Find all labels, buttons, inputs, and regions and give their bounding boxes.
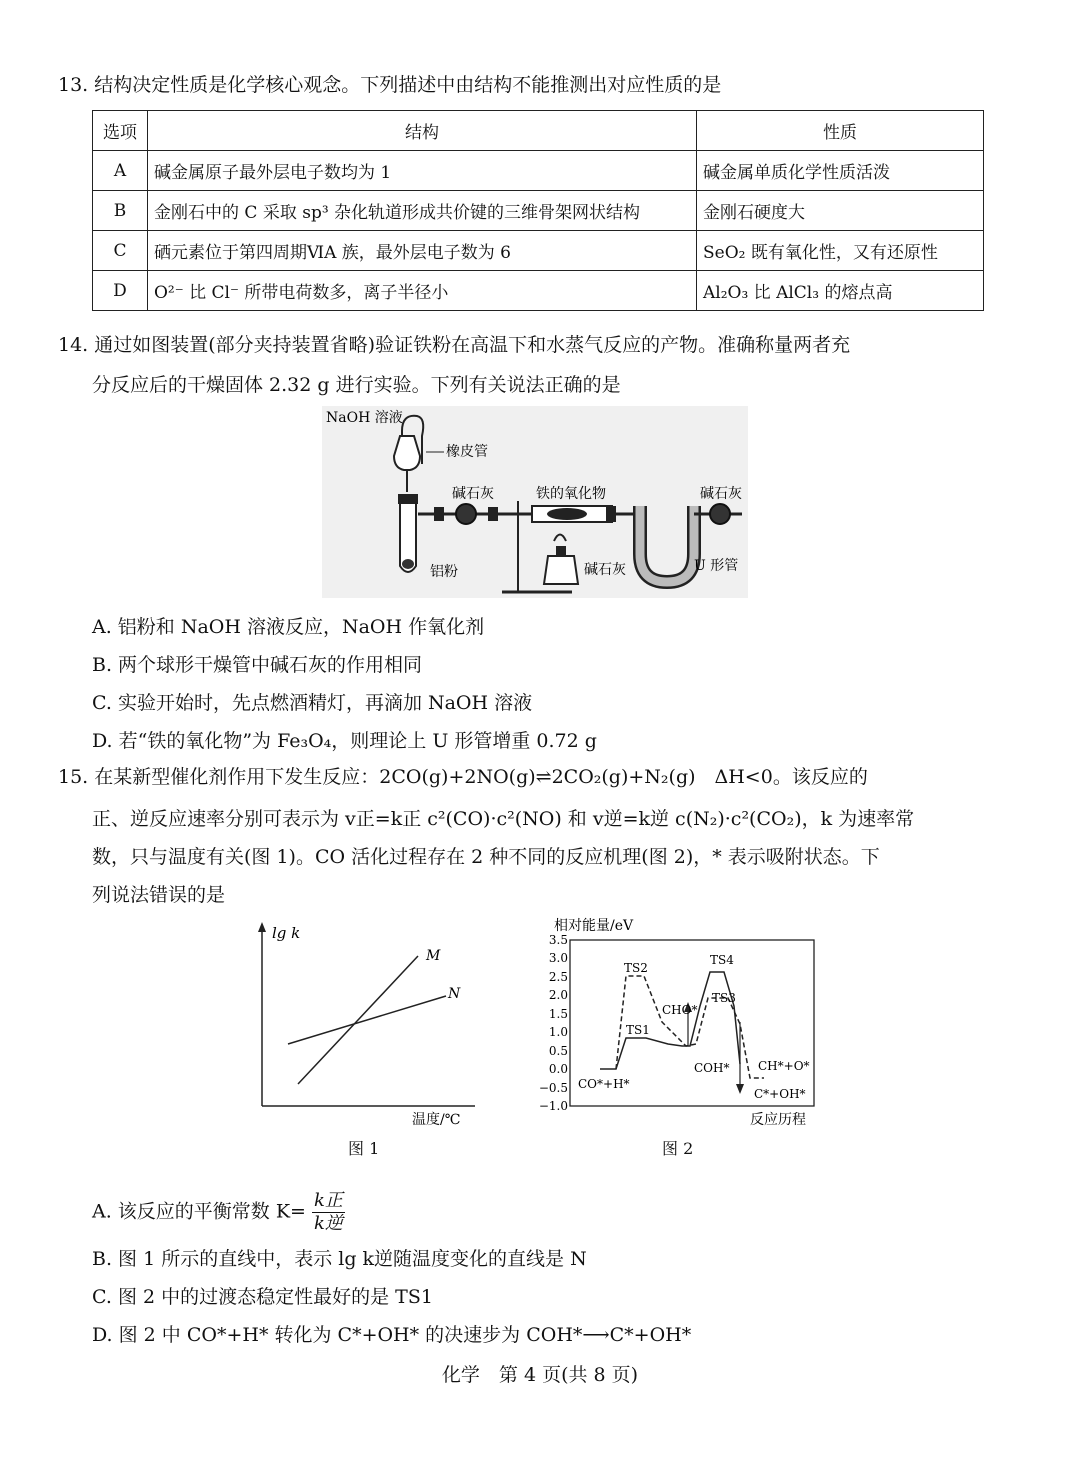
row-structure: O²⁻ 比 Cl⁻ 所带电荷数多，离子半径小 <box>148 271 697 311</box>
fig2-ytick: 1.5 <box>548 1007 568 1021</box>
fig1-ylabel: lg k <box>272 924 301 942</box>
fig1-label-n: N <box>448 986 461 1002</box>
label-lime-2: 碱石灰 <box>700 486 742 502</box>
fig2-ytick: 2.5 <box>548 970 568 984</box>
table-row <box>93 151 984 191</box>
q15-stem-line4: 列说法错误的是 <box>92 884 226 906</box>
fig2-co-h: CO*+H* <box>578 1077 630 1091</box>
fig2-xlabel: 反应历程 <box>750 1112 806 1128</box>
header-option: 选项 <box>93 111 148 151</box>
row-option: C <box>93 231 148 271</box>
label-lime-1: 碱石灰 <box>452 486 494 502</box>
row-property: SeO₂ 既有氧化性，又有还原性 <box>697 231 984 271</box>
table-row <box>93 191 984 231</box>
q15-stem-line3: 数，只与温度有关(图 1)。CO 活化过程存在 2 种不同的反应机理(图 2)，* 表示吸附状态。下 <box>92 846 880 868</box>
table-row <box>93 271 984 311</box>
fig2-cho: CHO* <box>662 1003 698 1017</box>
fig2-caption: 图 2 <box>662 1139 694 1158</box>
q15-option-a-text: A. 该反应的平衡常数 K= <box>92 1200 306 1223</box>
apparatus-figure <box>322 406 748 598</box>
header-structure: 结构 <box>148 111 697 151</box>
row-option: A <box>93 151 148 191</box>
fig1-line-m <box>298 956 418 1084</box>
q15-option-d: D. 图 2 中 CO*+H* 转化为 C*+OH* 的决速步为 COH*⟶C*+OH* <box>92 1324 692 1346</box>
fig2-ts2: TS2 <box>624 961 648 975</box>
fig2-ytick: 0.5 <box>548 1044 568 1058</box>
fig2-ytick: 0.0 <box>548 1062 568 1076</box>
q15-option-a <box>92 1190 345 1235</box>
q14-stem-line1: 14. 通过如图装置(部分夹持装置省略)验证铁粉在高温下和水蒸气反应的产物。准确称量两者充 <box>58 334 851 356</box>
fig2-ylabel: 相对能量/eV <box>554 918 634 934</box>
q15-option-b: B. 图 1 所示的直线中，表示 lg k逆随温度变化的直线是 N <box>92 1248 587 1270</box>
fig2-ytick: 1.0 <box>548 1025 568 1039</box>
fig2-ytick: 3.5 <box>548 933 568 947</box>
q15-stem-line1: 15. 在某新型催化剂作用下发生反应：2CO(g)+2NO(g)⇌2CO₂(g)+N₂(g) ΔH<0。该反应的 <box>58 766 868 788</box>
fig2-c-oh: C*+OH* <box>754 1087 806 1101</box>
row-property: Al₂O₃ 比 AlCl₃ 的熔点高 <box>697 271 984 311</box>
fraction-numerator: k正 <box>314 1190 343 1211</box>
fig1-xlabel: 温度/℃ <box>412 1112 461 1128</box>
q14-option-c: C. 实验开始时，先点燃酒精灯，再滴加 NaOH 溶液 <box>92 692 533 714</box>
figure-2 <box>528 914 828 1130</box>
page-footer: 化学 第 4 页(共 8 页) <box>441 1364 639 1386</box>
fig2-ytick: −1.0 <box>538 1099 568 1113</box>
fraction-denominator: k逆 <box>314 1213 343 1234</box>
fig1-label-m: M <box>426 948 441 964</box>
row-structure: 金刚石中的 C 采取 sp³ 杂化轨道形成共价键的三维骨架网状结构 <box>148 191 697 231</box>
fraction <box>312 1190 345 1235</box>
fig1-caption: 图 1 <box>348 1139 380 1158</box>
q14-option-a: A. 铝粉和 NaOH 溶液反应，NaOH 作氧化剂 <box>92 616 485 638</box>
q13-stem: 13. 结构决定性质是化学核心观念。下列描述中由结构不能推测出对应性质的是 <box>58 74 722 96</box>
row-option: D <box>93 271 148 311</box>
label-u-tube: U 形管 <box>694 558 739 574</box>
fig2-ch-o: CH*+O* <box>758 1059 810 1073</box>
figure-1 <box>250 920 490 1130</box>
table-row <box>93 231 984 271</box>
fig2-ytick: 3.0 <box>548 951 568 965</box>
label-iron-oxide: 铁的氧化物 <box>536 486 606 502</box>
label-rubber-tube: 橡皮管 <box>446 444 488 460</box>
q13-table <box>92 110 984 311</box>
q15-option-c: C. 图 2 中的过渡态稳定性最好的是 TS1 <box>92 1286 433 1308</box>
fig2-ts1: TS1 <box>626 1023 650 1037</box>
label-lime-3: 碱石灰 <box>584 562 626 578</box>
fig2-ytick: 2.0 <box>548 988 568 1002</box>
label-naoh: NaOH 溶液 <box>326 410 403 426</box>
fig2-ytick: −0.5 <box>538 1081 568 1095</box>
row-structure: 碱金属原子最外层电子数均为 1 <box>148 151 697 191</box>
table-header-row <box>93 111 984 151</box>
fig2-coh: COH* <box>694 1061 730 1075</box>
row-property: 碱金属单质化学性质活泼 <box>697 151 984 191</box>
label-al-powder: 铝粉 <box>430 564 458 580</box>
q14-option-b: B. 两个球形干燥管中碱石灰的作用相同 <box>92 654 423 676</box>
q15-stem-line2: 正、逆反应速率分别可表示为 v正=k正 c²(CO)·c²(NO) 和 v逆=k逆 c(N₂)·c²(CO₂)，k 为速率常 <box>92 808 915 830</box>
fig2-ts4: TS4 <box>710 953 734 967</box>
q14-option-d: D. 若“铁的氧化物”为 Fe₃O₄，则理论上 U 形管增重 0.72 g <box>92 730 597 752</box>
header-property: 性质 <box>697 111 984 151</box>
fig2-ts3: TS3 <box>712 991 736 1005</box>
fig1-line-n <box>288 996 446 1044</box>
q14-stem-line2: 分反应后的干燥固体 2.32 g 进行实验。下列有关说法正确的是 <box>92 374 621 396</box>
row-option: B <box>93 191 148 231</box>
row-structure: 硒元素位于第四周期ⅥA 族，最外层电子数为 6 <box>148 231 697 271</box>
row-property: 金刚石硬度大 <box>697 191 984 231</box>
